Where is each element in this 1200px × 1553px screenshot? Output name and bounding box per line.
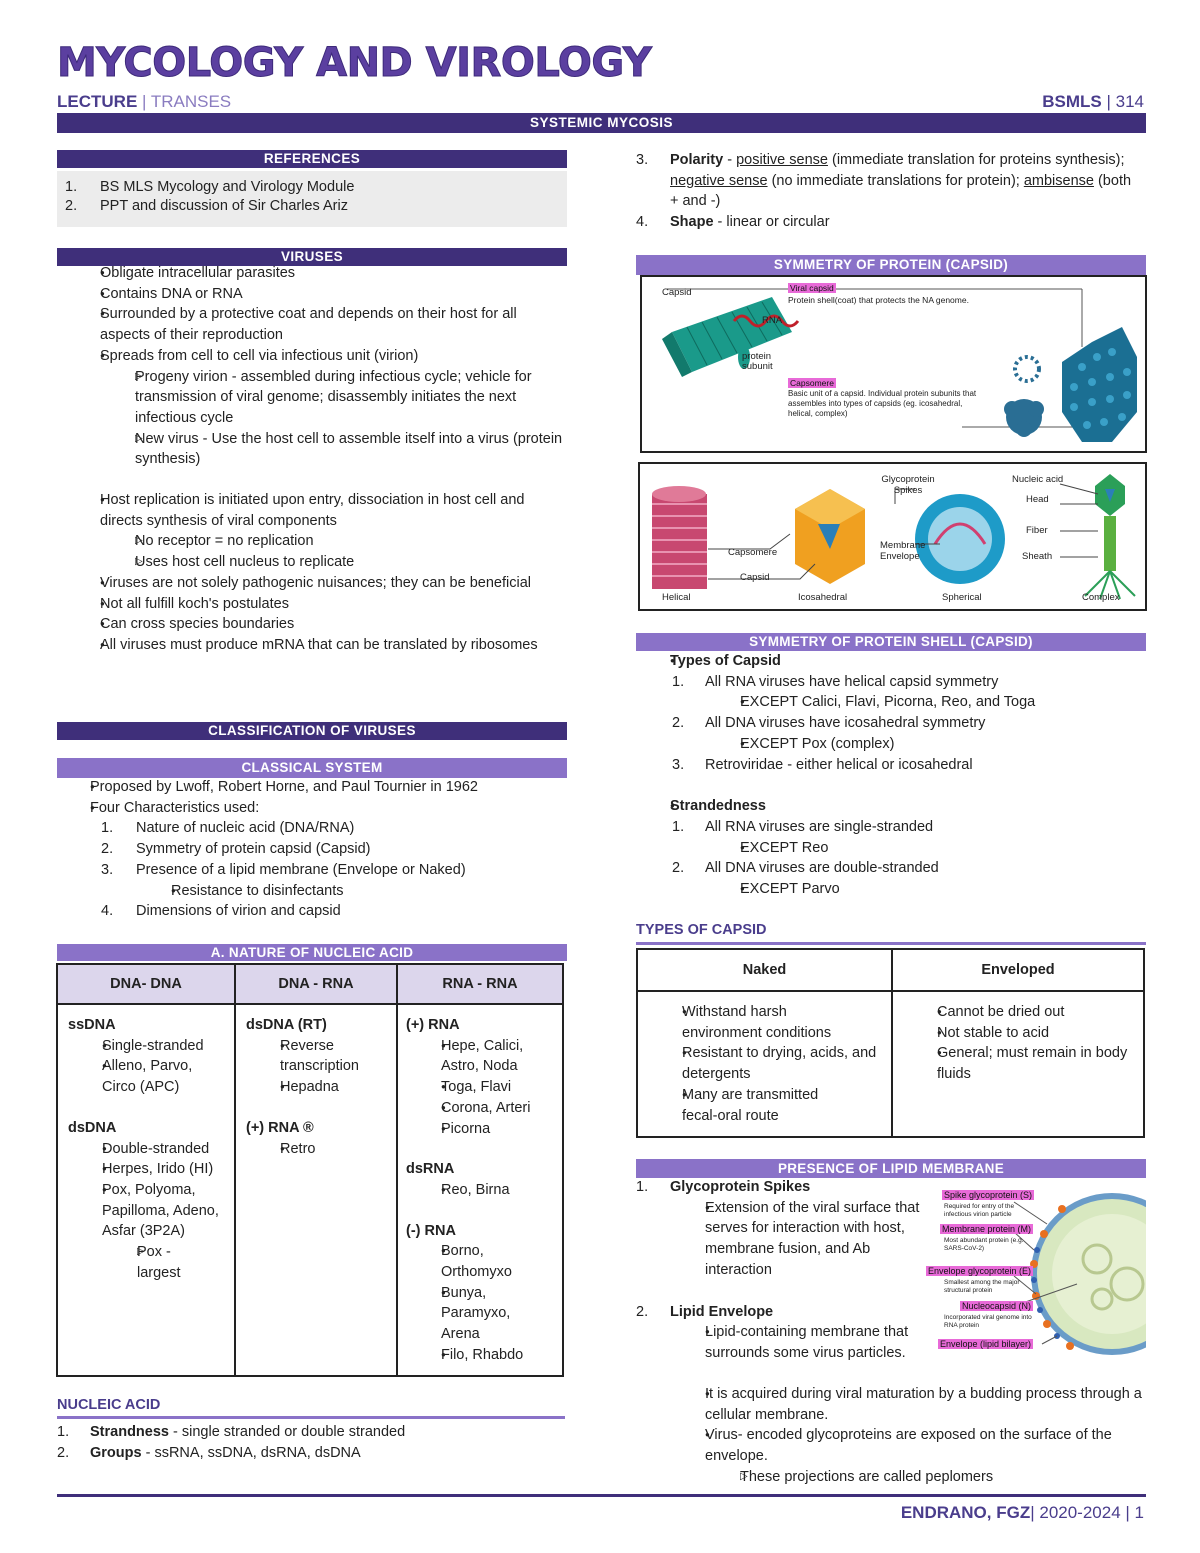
list-item: ● EXCEPT Parvo: [636, 879, 1146, 900]
lipid-membrane-heading: PRESENCE OF LIPID MEMBRANE: [636, 1159, 1146, 1178]
table-cell: (+) RNA ● Hepe, Calici, Astro, Noda ● Toga, Flavi ● Corona, Arteri ● Picorna dsRNA ● Reo, Birna (-) RNA ● Borno, Orthomyxo ● Bunya, Paramyxo, Arena ● Filo, Rhabdo: [397, 1004, 563, 1376]
classical-list: [57, 777, 567, 922]
list-item: 2. Lipid Envelope: [636, 1303, 774, 1320]
capsomere-illustration: [1004, 357, 1044, 437]
nucleic-acid-heading: NUCLEIC ACID: [57, 1397, 161, 1413]
list-item: ● Extension of the viral surface that serves for interaction with host, membrane fusion, and Ab interaction: [636, 1198, 921, 1281]
capsid-types-figure: Helical Icosahedral Spherical Complex Capsomere Capsid Glycoprotein Spikes Membrane Envelope Nucleic acid Head Fiber Sheath: [638, 462, 1147, 611]
spherical-illustration: [915, 494, 1005, 584]
types-capsid-heading: TYPES OF CAPSID: [636, 922, 767, 938]
footer-label: ENDRANO, FGZ| 2020-2024 | 1: [900, 1503, 1144, 1522]
capsid-figure: Capsid RNA protein subunit Viral capsid Protein shell(coat) that protects the NA genome. Capsomere Basic unit of a capsid. Individual protein subunits that assembles into types of capsids (eg. icosahedral, helical, complex): [640, 275, 1147, 453]
lipid-list-a: [636, 1177, 921, 1364]
table-header: DNA - RNA: [235, 964, 397, 1004]
list-item: 2. All DNA viruses are double-stranded: [672, 860, 939, 877]
capsid-types-table: [636, 948, 1145, 1138]
nature-heading: A. NATURE OF NUCLEIC ACID: [57, 944, 567, 961]
table-header: DNA- DNA: [57, 964, 235, 1004]
list-item: 1. Nature of nucleic acid (DNA/RNA): [101, 820, 355, 837]
viruses-list: [65, 263, 565, 656]
topic-banner: SYSTEMIC MYCOSIS: [57, 113, 1146, 133]
reference-item: BS MLS Mycology and Virology Module: [100, 179, 355, 195]
list-item: ● It is acquired during viral maturation by a budding process through a cellular membrane.: [636, 1384, 1146, 1425]
list-item: 1. Glycoprotein Spikes: [636, 1179, 811, 1195]
nucleic-acid-table: [56, 963, 564, 1377]
list-item: ● Surrounded by a protective coat and depends on their host for all aspects of their reproduction: [65, 304, 565, 345]
list-item: 3. Presence of a lipid membrane (Envelope or Naked): [101, 861, 466, 878]
list-item: 2. Symmetry of protein capsid (Capsid): [101, 841, 371, 858]
list-item: 1. Strandness - single stranded or double stranded: [57, 1424, 406, 1440]
list-item: ● Host replication is initiated upon entry, dissociation in host cell and directs synthesis of viral components: [65, 490, 565, 531]
classification-heading: CLASSIFICATION OF VIRUSES: [57, 722, 567, 740]
list-item: ● Spreads from cell to cell via infectious unit (virion): [65, 346, 565, 367]
list-item: 3. Retroviridae - either helical or icosahedral: [672, 756, 973, 773]
coronavirus-figure: Spike glycoprotein (S) Required for entry of the infectious virion particle Membrane protein (M) Most abundant protein (e.g. SARS-CoV-2) Envelope glycoprotein (E) Smallest among the major structural protein Nucleocapsid (N) Incorporated viral genome into RNA protein Envelope (lipid bilayer): [922, 1184, 1146, 1358]
list-item: ● Viruses are not solely pathogenic nuisances; they can be beneficial: [65, 573, 565, 594]
symmetry-shell-list: [636, 651, 1146, 900]
list-item: ● Resistance to disinfectants: [57, 881, 567, 902]
table-header: RNA - RNA: [397, 964, 563, 1004]
list-item: ● All viruses must produce mRNA that can be translated by ribosomes: [65, 635, 565, 656]
list-item: ● Proposed by Lwoff, Robert Horne, and Paul Tournier in 1962: [57, 777, 567, 798]
helical-illustration: [652, 486, 707, 589]
list-item: ● Lipid-containing membrane that surrounds some virus particles.: [636, 1322, 921, 1363]
list-item: ● EXCEPT Pox (complex): [636, 734, 1146, 755]
list-item: ● Types of Capsid: [636, 651, 1146, 672]
document-title: MYCOLOGY AND VIROLOGY: [57, 40, 652, 86]
list-item: ● Contains DNA or RNA: [65, 284, 565, 305]
divider: [57, 1416, 565, 1419]
list-item: ▷ Uses host cell nucleus to replicate: [65, 552, 565, 573]
symmetry-shell-heading: SYMMETRY OF PROTEIN SHELL (CAPSID): [636, 633, 1146, 651]
table-cell: dsDNA (RT) ● Reverse transcription ● Hepadna (+) RNA ® ● Retro: [235, 1004, 397, 1376]
table-header: Enveloped: [892, 949, 1144, 991]
viruses-heading: VIRUSES: [57, 248, 567, 266]
footer-divider: [57, 1494, 1146, 1497]
reference-item: PPT and discussion of Sir Charles Ariz: [100, 198, 348, 214]
virion-illustration: [1030, 1196, 1146, 1352]
list-item: ● Virus- encoded glycoproteins are exposed on the surface of the envelope.: [636, 1425, 1146, 1466]
list-item: ● Not all fulfill koch's postulates: [65, 594, 565, 615]
course-label: BSMLS | 314: [1042, 92, 1144, 111]
list-item: ▷ These projections are called peplomers: [636, 1467, 1146, 1488]
list-item: ▷ No receptor = no replication: [65, 531, 565, 552]
list-item: ▷ New virus - Use the host cell to assemble itself into a virus (protein synthesis): [65, 429, 565, 470]
table-cell: ssDNA ● Single-stranded ● Alleno, Parvo, Circo (APC) dsDNA ● Double-stranded ● Herpes, Irido (HI) ● Pox, Polyoma, Papilloma, Adeno, Asfar (3P2A) ▷ Pox - largest: [57, 1004, 235, 1376]
list-item: ● EXCEPT Calici, Flavi, Picorna, Reo, and Toga: [636, 692, 1146, 713]
list-item: ▷ Progeny virion - assembled during infectious cycle; vehicle for transmission of viral genome; disassembly initiates the next infectious cycle: [65, 367, 565, 429]
list-item: 1. All RNA viruses are single-stranded: [672, 818, 934, 835]
list-item: 1. All RNA viruses have helical capsid symmetry: [672, 673, 999, 690]
list-item: ● Obligate intracellular parasites: [65, 263, 565, 284]
list-item: 4. Dimensions of virion and capsid: [101, 903, 341, 920]
list-item: ● Four Characteristics used:: [57, 798, 567, 819]
classical-system-heading: CLASSICAL SYSTEM: [57, 758, 567, 778]
icosahedral-virion-illustration: [1062, 327, 1137, 442]
lecture-transes-label: LECTURE | TRANSES: [57, 92, 232, 111]
icosahedral-illustration: [795, 489, 865, 584]
table-cell: ● Withstand harsh environment conditions ● Resistant to drying, acids, and detergents ● Many are transmitted fecal-oral route: [637, 991, 892, 1137]
divider: [636, 942, 1146, 945]
list-item: ● Strandedness: [636, 796, 1146, 817]
nucleic-acid-list: [57, 1422, 567, 1463]
list-item: 2. All DNA viruses have icosahedral symmetry: [672, 715, 986, 732]
list-item: ● EXCEPT Reo: [636, 838, 1146, 859]
table-cell: ● Cannot be dried out ● Not stable to acid ● General; must remain in body fluids: [892, 991, 1144, 1137]
list-item: 2. Groups - ssRNA, ssDNA, dsRNA, dsDNA: [57, 1444, 361, 1461]
list-item: 4. Shape - linear or circular: [636, 214, 830, 231]
references-list: 1. BS MLS Mycology and Virology Module 2. PPT and discussion of Sir Charles Ariz: [65, 179, 355, 214]
table-header: Naked: [637, 949, 892, 991]
references-heading: REFERENCES: [57, 150, 567, 168]
list-item: 3. Polarity - positive sense (immediate translation for proteins synthesis); negative sense (no immediate translations for protein); ambisense (both + and -): [636, 152, 1132, 210]
characteristics-list: [636, 150, 1141, 233]
list-item: ● Can cross species boundaries: [65, 614, 565, 635]
symmetry-capsid-heading: SYMMETRY OF PROTEIN (CAPSID): [636, 255, 1146, 275]
lipid-list-b: [636, 1384, 1146, 1488]
